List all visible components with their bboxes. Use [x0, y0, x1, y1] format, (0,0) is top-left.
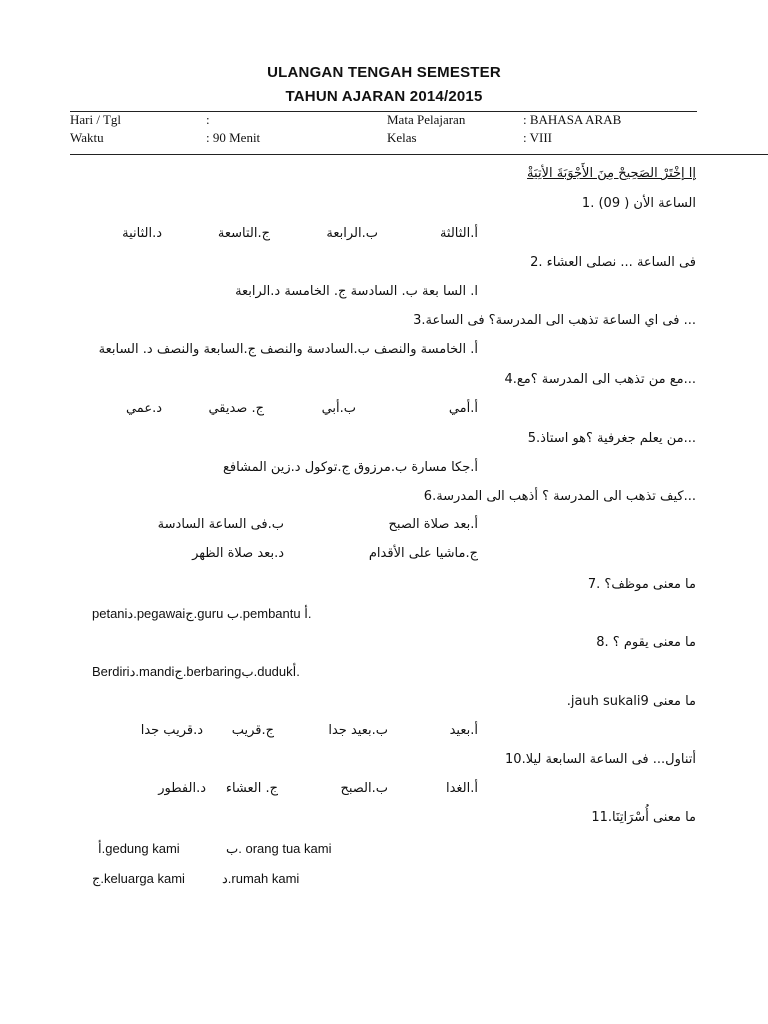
- question-1: الساعة الأن ( 09) .1: [581, 196, 696, 211]
- academic-year-title: TAHUN AJARAN 2014/2015: [285, 88, 483, 105]
- q11-option-c: ج.keluarga kami: [92, 871, 185, 886]
- q1-option-b: ب.الرابعة: [326, 226, 378, 241]
- q8-options-line: Berdiriد.mandiج.berbaringب.dudukأ.: [92, 664, 300, 679]
- waktu-value: : 90 Menit: [206, 130, 261, 145]
- q10-option-d: د.الفطور: [158, 781, 206, 796]
- q3-options-line: أ. الخامسة والنصف ب.السادسة والنصف ج.السابعة والنصف د. السابعة: [98, 342, 478, 357]
- question-5: ...من يعلم جغرفية ؟هو استاذ.5: [527, 431, 696, 446]
- mapel-value: : BAHASA ARAB: [523, 112, 622, 127]
- q5-options-line: أ.جكا مسارة ب.مرزوق ج.توكول د.زين المشافع: [222, 460, 478, 475]
- q11-option-a: أ.gedung kami: [98, 841, 180, 856]
- question-11: ما معنى أُسْرَاتِنَا.11: [591, 810, 696, 825]
- q4-option-c: ج. صديقي: [208, 401, 264, 416]
- question-9: ما معنى jauh sukali9.: [566, 694, 696, 709]
- q10-option-b: ب.الصبح: [340, 781, 388, 796]
- q9-option-d: د.قريب جدا: [140, 723, 203, 738]
- q11-option-d: د.rumah kami: [222, 871, 300, 886]
- q11-option-b: ب. orang tua kami: [226, 841, 332, 856]
- q6-option-d: د.بعد صلاة الظهر: [192, 546, 284, 561]
- mapel-label: Mata Pelajaran: [387, 112, 466, 127]
- waktu-label: Waktu: [70, 130, 104, 145]
- kelas-value: : VIII: [523, 130, 553, 145]
- q1-option-d: د.الثانية: [122, 226, 162, 241]
- header-bottom-rule: [70, 154, 768, 155]
- question-3: ... فى اي الساعة تذهب الى المدرسة؟ فى الساعة.3: [413, 313, 696, 328]
- q9-option-a: أ.بعيد: [449, 723, 478, 738]
- instruction: إ‌ا إخْتَرْ الصَحِيحْ مِنَ الأَجْوَبَةَ الأتِيَةْ: [527, 166, 696, 181]
- q2-options-line: ا. السا بعة ب. السادسة ج. الخامسة د.الرابعة: [235, 284, 478, 299]
- hari-value: :: [206, 112, 210, 127]
- q4-option-a: أ.أمي: [448, 401, 478, 416]
- question-2: فى الساعة ... نصلى العشاء .2: [530, 255, 696, 270]
- question-8: ما معنى يقوم ؟ .8: [596, 635, 696, 650]
- q9-option-b: ب.بعيد جدا: [328, 723, 388, 738]
- kelas-label: Kelas: [387, 130, 417, 145]
- q6-option-b: ب.فى الساعة السادسة: [157, 517, 284, 532]
- q4-option-d: د.عمي: [125, 401, 162, 416]
- q10-option-c: ج. العشاء: [225, 781, 278, 796]
- hari-label: Hari / Tgl: [70, 112, 122, 127]
- q6-option-a: أ.بعد صلاة الصبح: [388, 517, 478, 532]
- question-7: ما معنى موظف؟ .7: [587, 577, 696, 592]
- question-4: ...مع من تذهب الى المدرسة ؟مع.4: [504, 372, 696, 387]
- q1-option-a: أ.الثالثة: [439, 226, 478, 241]
- q7-options-line: petaniد.pegawaiج.guru ب.pembantu أ.: [92, 606, 312, 621]
- q4-option-b: ب.أبي: [321, 401, 356, 416]
- question-6: ...كيف تذهب الى المدرسة ؟ أذهب الى المدرسة.6: [423, 489, 696, 504]
- q10-option-a: أ.الغدا: [445, 781, 478, 796]
- q9-option-c: ج.قريب: [231, 723, 274, 738]
- q6-option-c: ج.ماشيا على الأقدام: [368, 546, 478, 561]
- exam-title: ULANGAN TENGAH SEMESTER: [267, 64, 501, 81]
- q1-option-c: ج.التاسعة: [217, 226, 270, 241]
- question-10: أتناول... فى الساعة السابعة ليلا.10: [505, 752, 696, 767]
